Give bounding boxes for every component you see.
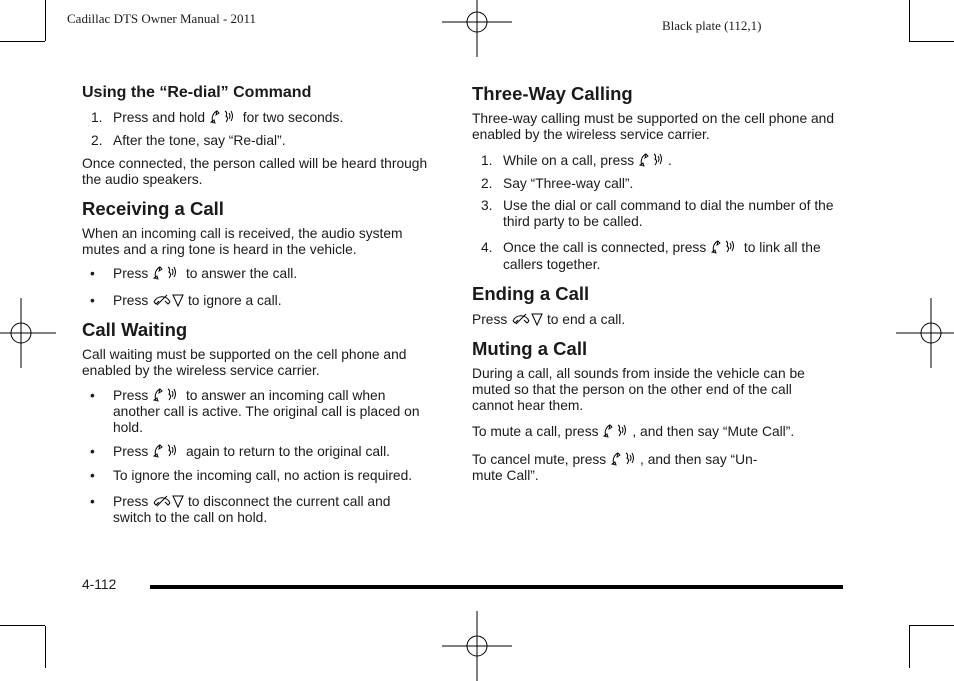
crop-mark	[0, 625, 45, 626]
threeway-heading: Three-Way Calling	[472, 83, 633, 104]
document-title: Cadillac DTS Owner Manual - 2011	[67, 11, 257, 26]
list-item: 2. Say “Three-way call”.	[481, 176, 634, 191]
list-item: 3. Use the dial or call command to dial the number of the third party to be called.	[481, 198, 834, 229]
registration-mark-bottom	[442, 611, 512, 681]
footer-rule	[150, 585, 843, 589]
crop-mark	[909, 626, 910, 668]
push-to-talk-icon	[638, 153, 668, 167]
end-call-icon	[152, 293, 184, 307]
receiving-heading: Receiving a Call	[82, 198, 224, 219]
right-column	[472, 83, 834, 484]
push-to-talk-icon	[152, 388, 182, 402]
threeway-steps	[472, 153, 834, 273]
list-item: 1. While on a call, press .	[481, 153, 672, 168]
registration-mark-top	[442, 0, 512, 57]
list-item: 4. Once the call is connected, press to link all the callers together.	[481, 240, 821, 272]
ending-text: Press to end a call.	[472, 312, 626, 327]
receiving-bullets	[82, 266, 432, 309]
muting-heading: Muting a Call	[472, 338, 588, 359]
waiting-intro: Call waiting must be supported on the cell phone and enabled by the wireless service carrier.	[82, 347, 407, 378]
redial-steps	[82, 110, 432, 149]
list-item: • Press to disconnect the current call and switch to the call on hold.	[90, 494, 391, 525]
list-item: • Press to answer the call.	[90, 266, 298, 281]
end-call-icon	[152, 494, 184, 508]
crop-mark	[909, 41, 954, 42]
crop-mark	[0, 41, 45, 42]
list-item: • To ignore the incoming call, no action is required.	[90, 468, 413, 483]
registration-mark-left	[0, 298, 56, 368]
threeway-intro: Three-way calling must be supported on the cell phone and enabled by the wireless service carrier.	[472, 111, 835, 142]
plate-label: Black plate (112,1)	[662, 18, 762, 33]
page-number: 4-112	[82, 577, 117, 592]
waiting-bullets	[82, 388, 432, 526]
end-call-icon	[511, 312, 543, 326]
muting-intro: During a call, all sounds from inside the vehicle can be muted so that the person on the other end of the call cannot hear them.	[472, 366, 805, 413]
crop-mark	[45, 0, 46, 41]
crop-mark	[909, 625, 954, 626]
list-item: 2. After the tone, say “Re-dial”.	[91, 133, 286, 148]
waiting-heading: Call Waiting	[82, 319, 188, 340]
push-to-talk-icon	[710, 240, 740, 254]
unmute-instruction: To cancel mute, press , and then say “Un-mute Call”.	[472, 452, 758, 483]
push-to-talk-icon	[152, 444, 182, 458]
redial-note: Once connected, the person called will be heard through the audio speakers.	[82, 156, 428, 187]
redial-heading: Using the “Re-dial” Command	[82, 84, 312, 101]
list-item: • Press to ignore a call.	[90, 293, 282, 308]
list-item: • Press to answer an incoming call when another call is active. The original call is placed on hold.	[90, 388, 420, 435]
push-to-talk-icon	[610, 452, 640, 466]
push-to-talk-icon	[209, 110, 239, 124]
ending-heading: Ending a Call	[472, 283, 590, 304]
crop-mark	[909, 0, 910, 41]
list-item: 1. Press and hold for two seconds.	[91, 110, 344, 125]
push-to-talk-icon	[602, 424, 632, 438]
receiving-intro: When an incoming call is received, the audio system mutes and a ring tone is heard in the vehicle.	[82, 226, 403, 257]
mute-instruction: To mute a call, press , and then say “Mute Call”.	[472, 424, 795, 439]
crop-mark	[45, 626, 46, 668]
left-column	[82, 83, 432, 526]
registration-mark-right	[896, 298, 954, 368]
list-item: • Press again to return to the original call.	[90, 444, 390, 459]
push-to-talk-icon	[152, 266, 182, 280]
